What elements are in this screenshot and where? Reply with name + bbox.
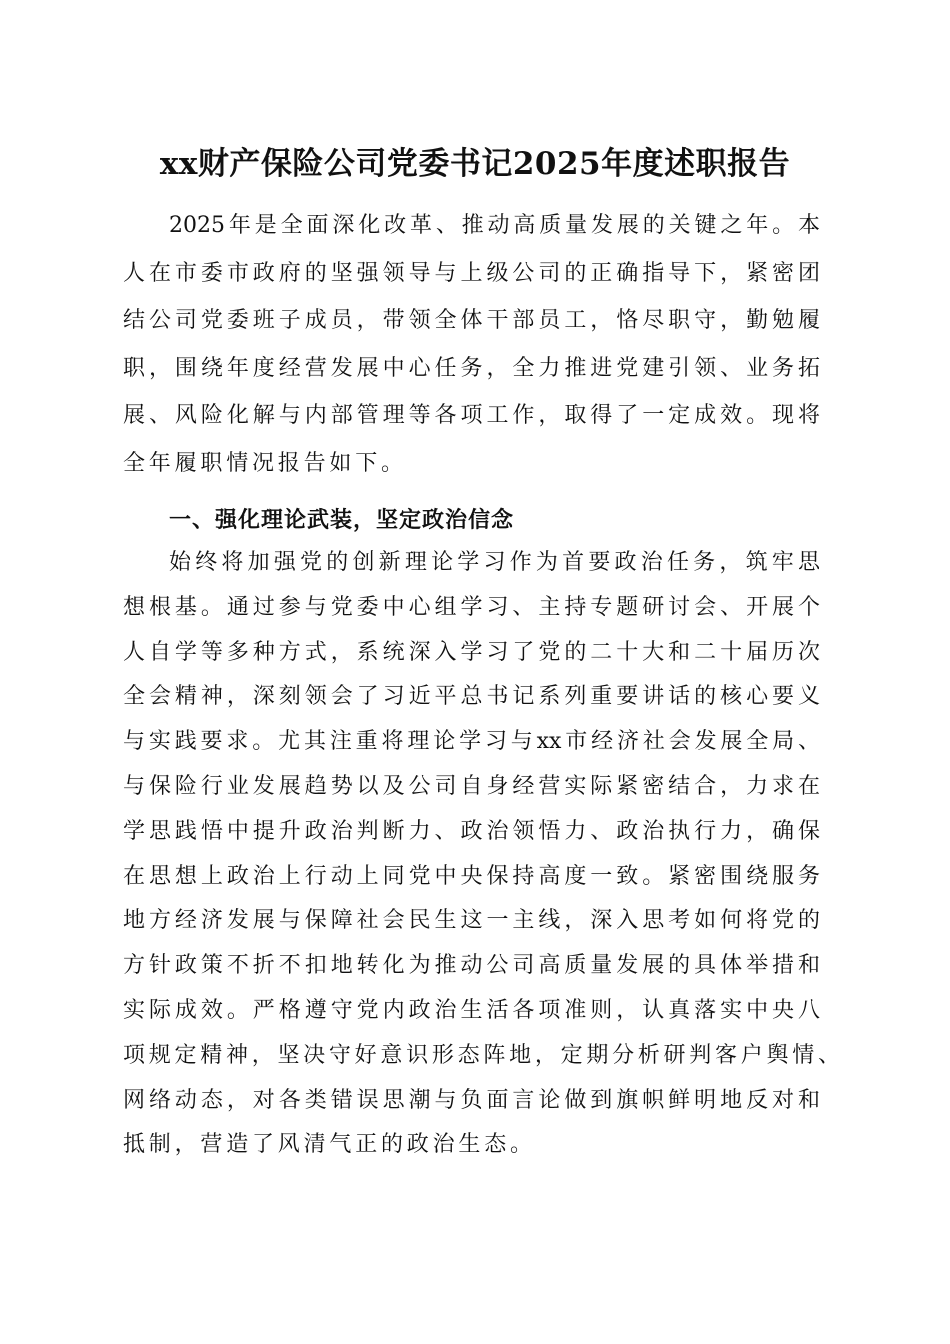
section-heading: 一、强化理论武装，坚定政治信念 bbox=[169, 507, 515, 533]
text-line: 实际成效。严格遵守党内政治生活各项准则，认真落实中央八 bbox=[123, 998, 820, 1023]
text-line: 与保险行业发展趋势以及公司自身经营实际紧密结合，力求在 bbox=[123, 774, 820, 799]
text-line: 始终将加强党的创新理论学习作为首要政治任务，筑牢思 bbox=[169, 550, 820, 575]
text-line: 学思践悟中提升政治判断力、政治领悟力、政治执行力，确保 bbox=[123, 818, 820, 844]
text-line: 人自学等多种方式，系统深入学习了党的二十大和二十届历次 bbox=[123, 639, 820, 665]
text-line: 全会精神，深刻领会了习近平总书记系列重要讲话的核心要义 bbox=[123, 684, 820, 710]
text-line: 全年履职情况报告如下。 bbox=[123, 451, 407, 476]
text-line: 想根基。通过参与党委中心组学习、主持专题研讨会、开展个 bbox=[123, 594, 820, 620]
text-line: 展、风险化解与内部管理等各项工作，取得了一定成效。现将 bbox=[123, 403, 820, 429]
text-line: 网络动态，对各类错误思潮与负面言论做到旗帜鲜明地反对和 bbox=[123, 1087, 820, 1113]
text-line: 在思想上政治上行动上同党中央保持高度一致。紧密围绕服务 bbox=[123, 863, 820, 889]
text-line: 2025年是全面深化改革、推动高质量发展的关键之年。本 bbox=[169, 213, 820, 238]
text-line: 地方经济发展与保障社会民生这一主线，深入思考如何将党的 bbox=[123, 908, 820, 934]
text-line: 方针政策不折不扣地转化为推动公司高质量发展的具体举措和 bbox=[123, 953, 820, 979]
text-line: 职，围绕年度经营发展中心任务，全力推进党建引领、业务拓 bbox=[123, 355, 820, 381]
text-line: 结公司党委班子成员，带领全体干部员工，恪尽职守，勤勉履 bbox=[123, 308, 820, 334]
text-line: 与实践要求。尤其注重将理论学习与xx市经济社会发展全局、 bbox=[123, 729, 820, 755]
text-line: 人在市委市政府的坚强领导与上级公司的正确指导下，紧密团 bbox=[123, 260, 820, 286]
text-line: 项规定精神，坚决守好意识形态阵地，定期分析研判客户舆情、 bbox=[123, 1042, 840, 1068]
text-line: 抵制，营造了风清气正的政治生态。 bbox=[123, 1132, 536, 1158]
document-title: xx财产保险公司党委书记2025年度述职报告 bbox=[159, 146, 791, 182]
